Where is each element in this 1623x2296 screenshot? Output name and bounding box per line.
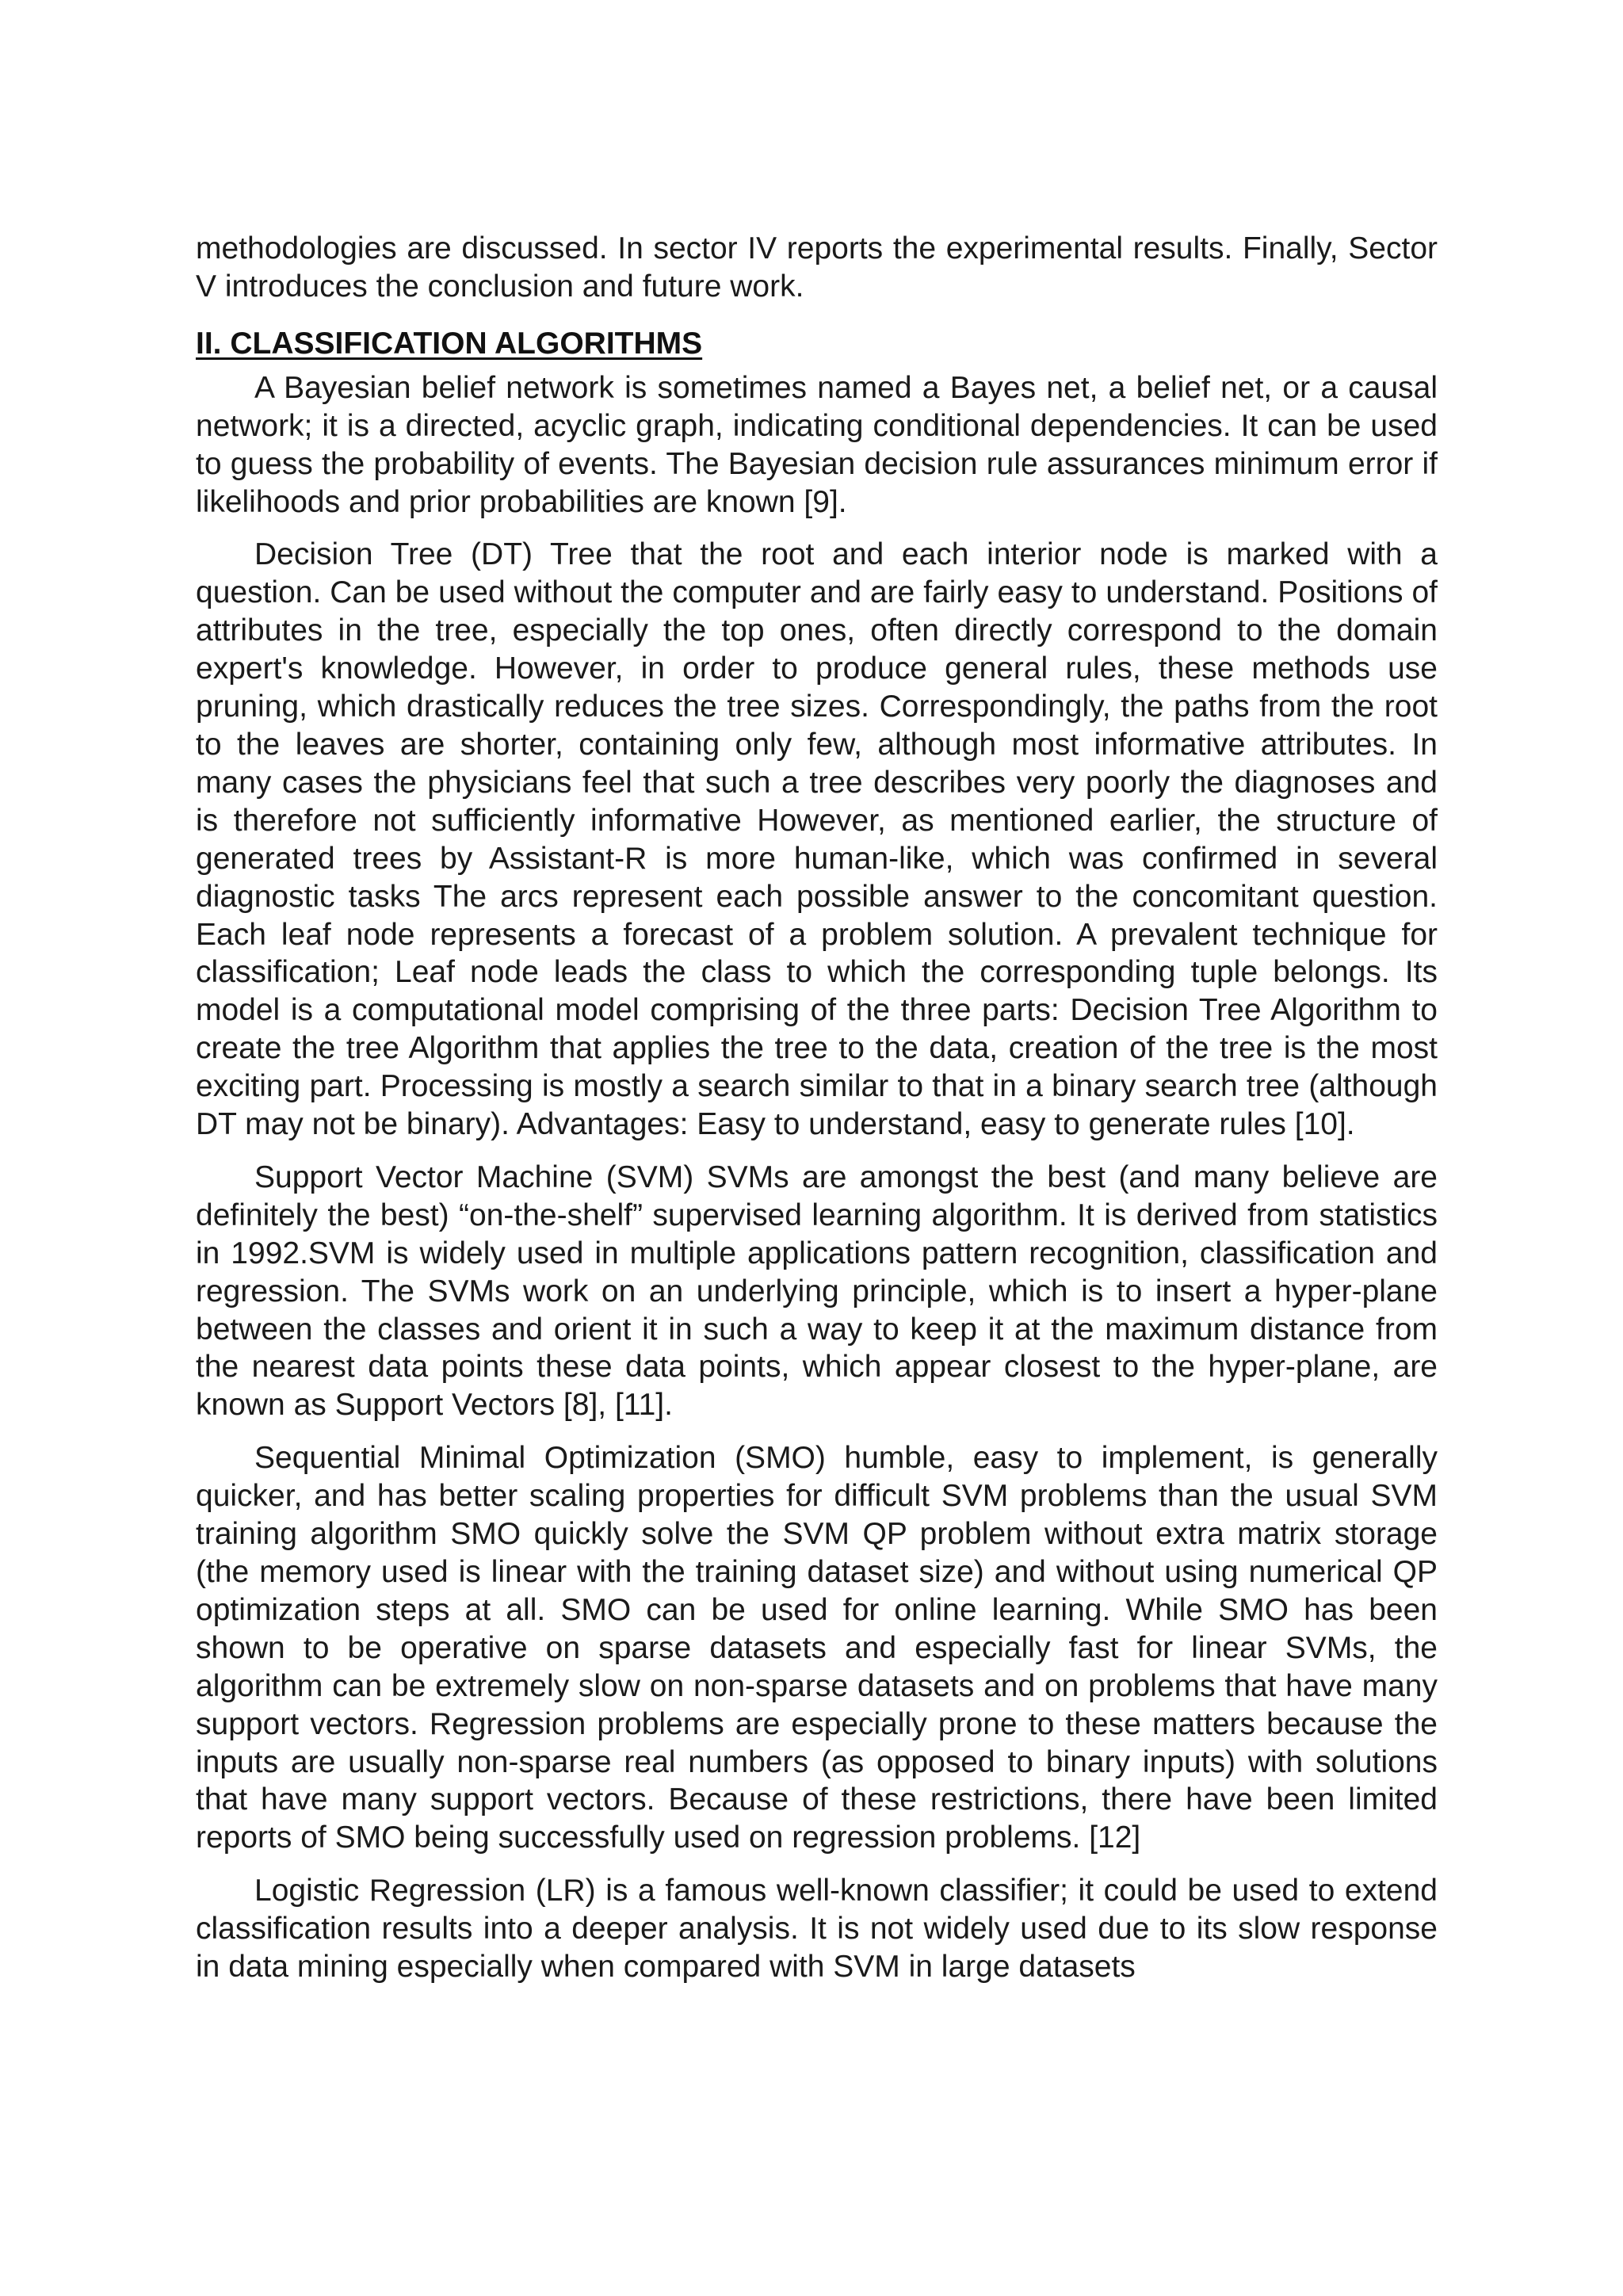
- paragraph-logistic-regression: Logistic Regression (LR) is a famous well-known classifier; it could be used to extend classification results into a deeper analysis. It is not widely used due to its slow response in data mining especially when compared with SVM in large datasets: [196, 1874, 1438, 1985]
- paragraph-svm: Support Vector Machine (SVM) SVMs are amongst the best (and many believe are definitely the best) “on-the-shelf” supervised learning algorithm. It is derived from statistics in 1992.SVM is widely used in multiple applications pattern recognition, classification and regression. The SVMs work on an underlying principle, which is to insert a hyper-plane between the classes and orient it in such a way to keep it at the maximum distance from the nearest data points these data points, which appear closest to the hyper-plane, are known as Support Vectors [8], [11].: [196, 1159, 1438, 1423]
- paragraph-bayesian-network: A Bayesian belief network is sometimes named a Bayes net, a belief net, or a causal network; it is a directed, acyclic graph, indicating conditional dependencies. It can be used to guess the probability of events. The Bayesian decision rule assurances minimum error if likelihoods and prior probabilities are known [9].: [196, 370, 1438, 519]
- section-heading: II. CLASSIFICATION ALGORITHMS: [196, 326, 703, 361]
- intro-paragraph: methodologies are discussed. In sector IV reports the experimental results. Finally, Sector V introduces the conclusion and future work.: [196, 231, 1438, 304]
- paragraph-smo: Sequential Minimal Optimization (SMO) humble, easy to implement, is generally quicker, and has better scaling properties for difficult SVM problems than the usual SVM training algorithm SMO quickly solve the SVM QP problem without extra matrix storage (the memory used is linear with the training dataset size) and without using numerical QP optimization steps at all. SMO can be used for online learning. While SMO has been shown to be operative on sparse datasets and especially fast for linear SVMs, the algorithm can be extremely slow on non-sparse datasets and on problems that have many support vectors. Regression problems are especially prone to these matters because the inputs are usually non-sparse real numbers (as opposed to binary inputs) with solutions that have many support vectors. Because of these restrictions, there have been limited reports of SMO being successfully used on regression problems. [12]: [196, 1441, 1438, 1855]
- page-body: [196, 230, 1438, 2001]
- paragraph-decision-tree: Decision Tree (DT) Tree that the root and each interior node is marked with a question. Can be used without the computer and are fairly easy to understand. Positions of attributes in the tree, especially the top ones, often directly correspond to the domain expert's knowledge. However, in order to produce general rules, these methods use pruning, which drastically reduces the tree sizes. Correspondingly, the paths from the root to the leaves are shorter, containing only few, although most informative attributes. In many cases the physicians feel that such a tree describes very poorly the diagnoses and is therefore not sufficiently informative However, as mentioned earlier, the structure of generated trees by Assistant-R is more human-like, which was confirmed in several diagnostic tasks The arcs represent each possible answer to the concomitant question. Each leaf node represents a forecast of a problem solution. A prevalent technique for classification; Leaf node leads the class to which the corresponding tuple belongs. Its model is a computational model comprising of the three parts: Decision Tree Algorithm to create the tree Algorithm that applies the tree to the data, creation of the tree is the most exciting part. Processing is mostly a search similar to that in a binary search tree (although DT may not be binary). Advantages: Easy to understand, easy to generate rules [10].: [196, 537, 1438, 1142]
